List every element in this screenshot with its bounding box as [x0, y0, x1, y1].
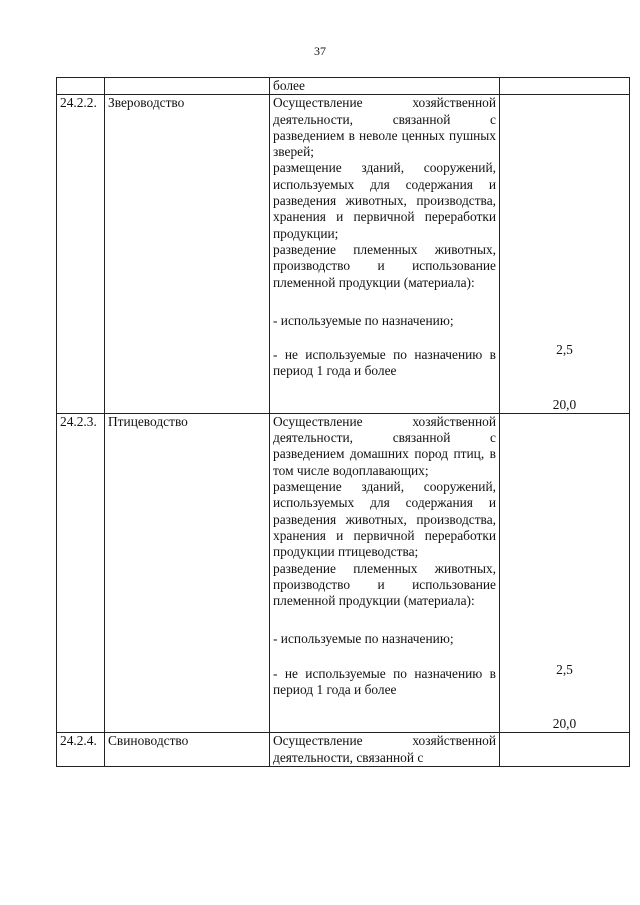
code-cell: 24.2.2. — [57, 95, 105, 414]
name-cell — [105, 78, 270, 95]
value-cell — [500, 413, 630, 733]
description-cell — [270, 733, 500, 767]
spacer — [503, 414, 626, 662]
spacer — [503, 678, 626, 716]
option-value: 2,5 — [556, 342, 573, 358]
name-cell: Птицеводство — [105, 413, 270, 733]
description-paragraph: разведение племенных животных, производство и использование племенной продукции (материала): — [273, 241, 496, 290]
option-label: - используемые по назначению; — [273, 631, 454, 647]
table-row — [57, 733, 630, 767]
table-row — [57, 413, 630, 733]
description-paragraph: разведение племенных животных, производство и использование племенной продукции (материала): — [273, 560, 496, 609]
description-cell — [270, 413, 500, 733]
option-label: - используемые по назначению; — [273, 312, 454, 328]
page-number: 37 — [314, 44, 326, 58]
value-cell — [500, 733, 630, 767]
option-value: 2,5 — [556, 661, 573, 677]
spacer — [273, 329, 496, 347]
spacer — [273, 291, 496, 313]
description-cell — [270, 95, 500, 414]
spacer — [273, 609, 496, 631]
option-label: - не используемые по назначению в период 1 года и более — [273, 347, 496, 379]
spacer — [503, 95, 626, 342]
code-cell — [57, 78, 105, 95]
description-cell — [270, 78, 500, 95]
description-paragraph: размещение зданий, сооружений, используемых для содержания и разведения животных, производства, хранения и первичной переработки продукции; — [273, 160, 496, 241]
value-cell — [500, 95, 630, 414]
code-cell: 24.2.3. — [57, 413, 105, 733]
carry-over-text: более — [273, 78, 305, 93]
description-paragraph: размещение зданий, сооружений, используемых для содержания и разведения животных, производства, хранения и первичной переработки продукции птицеводства; — [273, 479, 496, 560]
table-row — [57, 78, 630, 95]
option-label: - не используемые по назначению в период 1 года и более — [273, 665, 496, 698]
spacer — [273, 648, 496, 666]
table-row — [57, 95, 630, 414]
spacer — [503, 359, 626, 397]
description-paragraph: Осуществление хозяйственной деятельности, связанной с — [273, 733, 496, 765]
value-cell — [500, 78, 630, 95]
name-cell: Звероводство — [105, 95, 270, 414]
option-value: 20,0 — [552, 396, 577, 412]
description-paragraph: Осуществление хозяйственной деятельности, связанной с разведением домашних пород птиц, в том числе водоплавающих; — [273, 413, 496, 478]
land-use-table — [56, 77, 630, 767]
name-cell: Свиноводство — [105, 733, 270, 767]
option-value: 20,0 — [552, 716, 577, 732]
code-cell: 24.2.4. — [57, 733, 105, 767]
description-paragraph: Осуществление хозяйственной деятельности, связанной с разведением в неволе ценных пушных зверей; — [273, 95, 496, 160]
